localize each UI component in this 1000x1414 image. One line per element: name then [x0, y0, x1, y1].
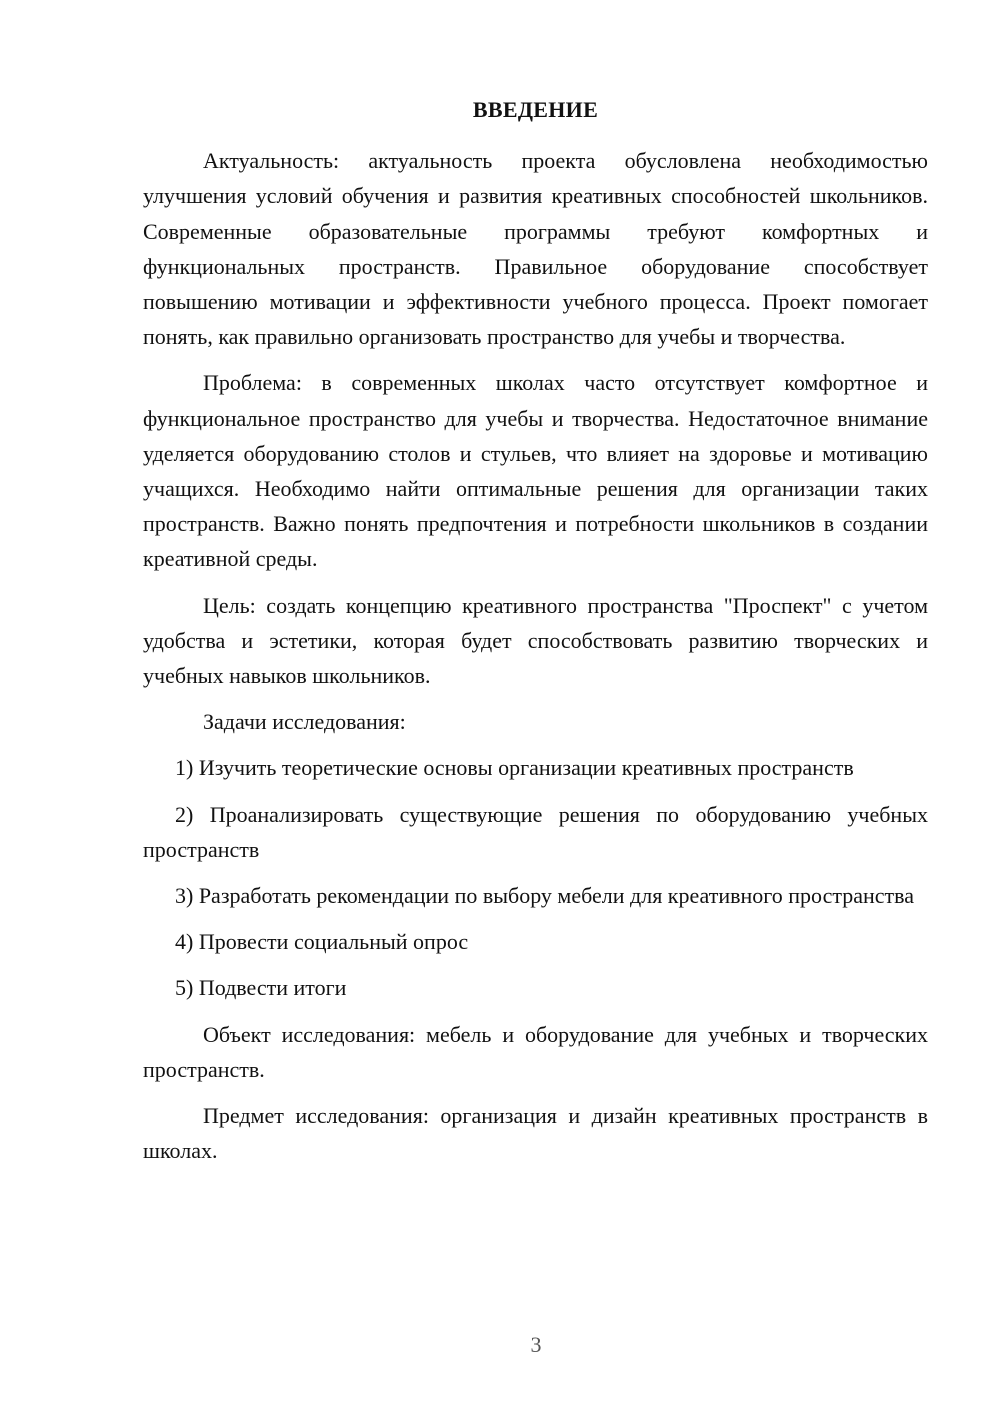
list-item: 3) Разработать рекомендации по выбору мебели для креативного пространства: [175, 883, 914, 909]
paragraph-object: Объект исследования: мебель и оборудование для учебных и творческих пространств.: [143, 1021, 928, 1082]
list-item: 4) Провести социальный опрос: [175, 929, 469, 955]
paragraph-subject: Предмет исследования: организация и дизайн креативных пространств в школах.: [143, 1103, 928, 1164]
list-item: 1) Изучить теоретические основы организации креативных пространств: [175, 755, 854, 781]
list-item: 2) Проанализировать существующие решения по оборудованию учебных пространств: [143, 801, 928, 862]
list-item: 5) Подвести итоги: [175, 975, 347, 1001]
paragraph-relevance: Актуальность: актуальность проекта обусловлена необходимостью улучшения условий обучения и развития креативных способностей школьников. Современные образовательные программы требуют комфортных и функциональных пространств. Правильное оборудование способствует повышению мотивации и эффективности учебного процесса. Проект помогает понять, как правильно организовать пространство для учебы и творчества.: [143, 148, 928, 350]
paragraph-problem: Проблема: в современных школах часто отсутствует комфортное и функциональное пространство для учебы и творчества. Недостаточное внимание уделяется оборудованию столов и стульев, что влияет на здоровье и мотивацию учащихся. Необходимо найти оптимальные решения для организации таких пространств. Важно понять предпочтения и потребности школьников в создании креативной среды.: [143, 370, 928, 572]
page-number: 3: [530, 1332, 542, 1357]
task-list: [143, 750, 928, 1005]
paragraph-goal: Цель: создать концепцию креативного пространства "Проспект" с учетом удобства и эстетики, которая будет способствовать развитию творческих и учебных навыков школьников.: [143, 592, 928, 689]
tasks-intro: Задачи исследования:: [203, 709, 406, 735]
page-title: ВВЕДЕНИЕ: [472, 97, 599, 122]
page-content: [143, 92, 928, 1179]
